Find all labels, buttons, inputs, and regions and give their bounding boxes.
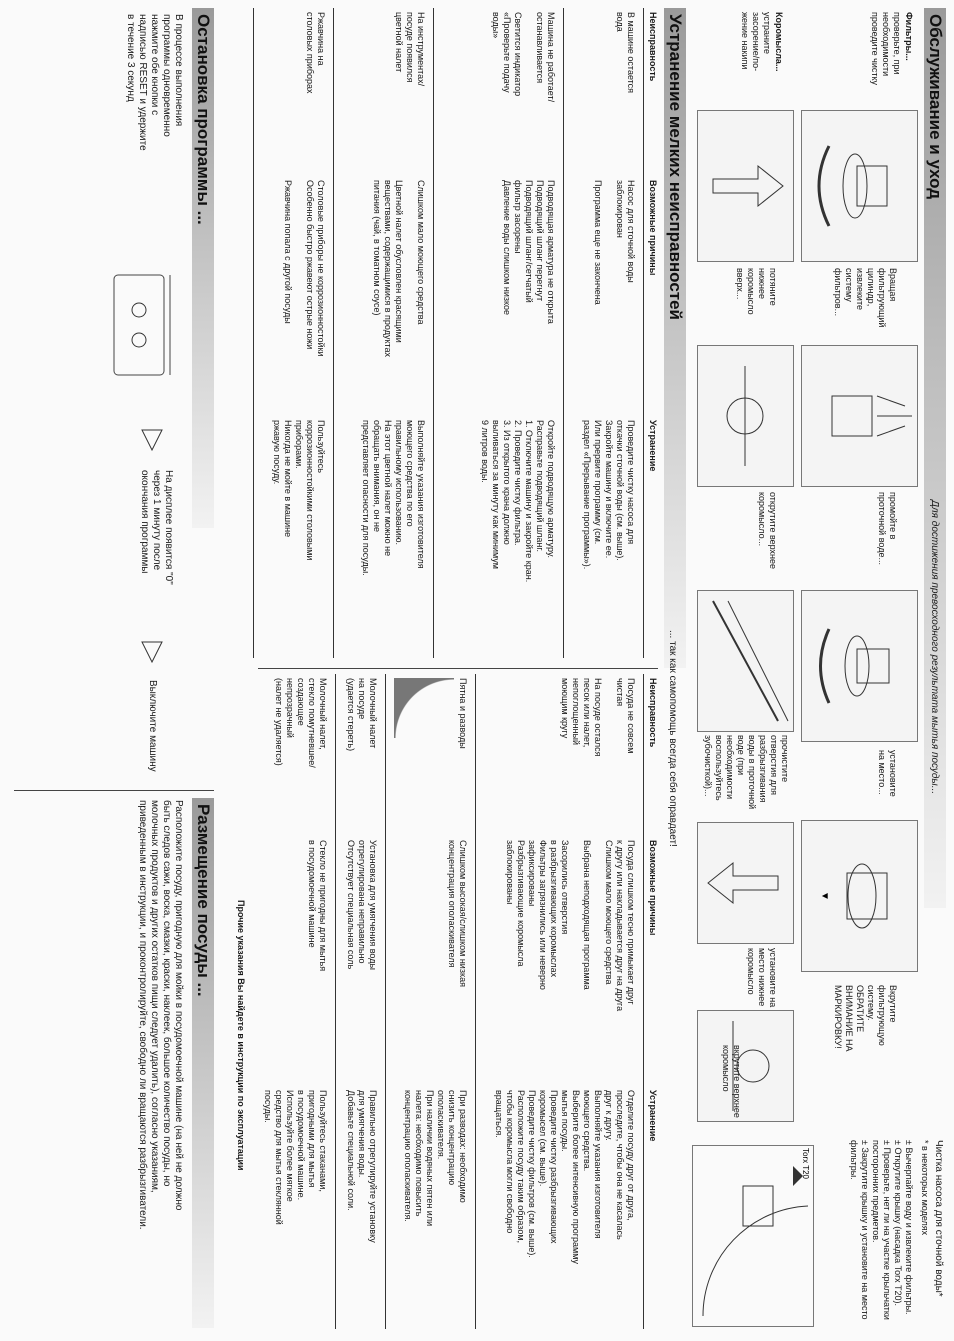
spots-illustration: [394, 678, 454, 738]
right-fix-3: Правильно отрегулируйте установку для умягчения воды. Добавьте специальной соли.: [346, 1090, 378, 1243]
caption-2: промойте в проточной воде...: [877, 492, 898, 565]
pump-title: Чистка насоса для сточной воды*: [933, 1140, 944, 1297]
left-fault-3: На инструментах/ посуде появился цветной налет: [394, 12, 426, 87]
row-rule: [563, 8, 564, 658]
filter-insert-illustration: [801, 590, 918, 742]
col-fix-left: Устранение: [648, 420, 658, 472]
arrow-right-icon: [140, 428, 164, 452]
caption-1: Вращая фильтрующий цилиндр, извлеките систему фильтров...: [833, 268, 898, 328]
stop-finish: Выключите машину: [147, 680, 158, 772]
col-causes-left: Возможные причины: [648, 180, 658, 276]
placement-text: Расположите посуду, пригодную для мойки в посудомоечной машине (на ней не должно быть следов сажи, воска, смазки, краски, наклеек, большое количество посуды, но молочных продуктов и других остатков пищи следует удалить), согласно указаниям, приведенным в инструкции, и проконтролируйте, свободно ли вращаются разбрызгиватели.: [137, 800, 184, 1230]
right-causes-3: Установка для умягчения воды отрегулирована неправильно Отсутствует специальная соль: [346, 840, 378, 970]
caption-5: потяните нижнее коромысло вверх...: [735, 268, 778, 315]
row-rule: [433, 8, 434, 658]
placement-note: Прочие указания Вы найдете в инструкции по эксплуатации: [236, 900, 246, 1171]
left-fault-4: Ржавчина на столовых приборах: [305, 12, 326, 94]
arms-label: Коромысла...: [774, 12, 784, 72]
filter-screw-illustration: [801, 820, 918, 972]
row-rule: [253, 8, 254, 658]
upper-arm-unscrew-illustration: [697, 345, 794, 487]
section-divider: [14, 790, 214, 791]
torx-label: Torx T20: [801, 1148, 810, 1179]
caption-3: установите на место...: [877, 750, 898, 797]
table-divider: [258, 668, 658, 669]
troubleshoot-title: Устранение мелких неисправностей: [666, 14, 685, 321]
maintenance-subtitle: Для достижения превосходного результата мытья посуды...: [929, 500, 940, 795]
caption-8: установите на место нижнее коромысло: [746, 948, 778, 1008]
lower-arm-pull-illustration: [697, 110, 794, 262]
right-causes-4: Стекло не пригодны для мытья в посудомоечной машине: [307, 840, 328, 972]
left-fault-2: Машина не работает/ останавливается Светится индикатор «Проверьте подачу воды»: [491, 12, 556, 103]
upper-arm-refit-illustration: [697, 1010, 794, 1122]
lower-arm-refit-illustration: [697, 822, 794, 944]
right-fault-3: Молочный налет на посуде (удается стереть): [346, 678, 378, 752]
col-causes-right: Возможные причины: [648, 840, 658, 936]
caption-4: Вкрутите фильтрующую систему. ОБРАТИТЕ ВНИМАНИЕ НА МАРКИРОВКУ!: [833, 985, 898, 1052]
header-rule-right: [643, 674, 644, 1329]
left-fix-4: Пользуйтесь коррозионностойкими столовыми приборами. Никогда не мойте в машине ржавую посуду.: [272, 420, 326, 561]
row-rule: [385, 674, 386, 1329]
left-fix-1: Проведите чистку насоса для откачки сточной воды (см. выше). Закройте машину и включите ее. Или прервите программу (см. раздел «Прерывание программы»).: [582, 420, 636, 570]
right-causes-1: Посуда слишком тесно примыкает друг к другу или накладывается друг на друга Слишком мало моющего средства Выбрана неподходящая программа Засорились отверстия в разбрызгивающих коромыслах Фильтры загрязнились или неверно зафиксированы Разбрызгивающие коромысла заблокированы: [505, 840, 636, 1012]
right-fix-4: Пользуйтесь стаканами, пригодными для мытья в посудомоечной машине. Используйте более мягкое средство для мытья стеклянной посуды.: [263, 1090, 328, 1225]
arms-text: устраните засорение/по- жение накипи: [740, 12, 772, 72]
filter-remove-illustration: [801, 110, 918, 262]
filters-label: Фильтры...: [904, 12, 914, 61]
left-fix-3: Выполняйте указания изготовителя моющего средства по его правильному использованию. На этот цветной налет можно не обращать внимания, он не представляет опасности для посуды.: [361, 420, 426, 576]
arrow-right-icon: [140, 640, 164, 664]
maintenance-title: Обслуживание и уход: [926, 14, 945, 200]
right-fault-4: Молочный налет, стекло помутневшее/ создающее непрозрачный (налет не удаляется): [274, 678, 328, 768]
arm-nozzle-clean-illustration: [697, 590, 794, 732]
stop-title-bar: [192, 8, 214, 528]
left-causes-1: Насос для сточной воды заблокирован Программа еще не закончена: [593, 180, 636, 305]
header-rule-left: [643, 8, 644, 658]
stop-title: Остановка программы ...: [194, 14, 213, 225]
pump-illustration: [692, 1145, 814, 1327]
row-rule: [475, 674, 476, 1329]
left-causes-4: Столовые приборы не коррозионностойки Особенно быстро ржавеют острые ножи Ржавчина попала с другой посуды: [283, 180, 326, 357]
right-fault-2: Пятна и разводы: [458, 678, 468, 749]
row-rule: [335, 674, 336, 1329]
svg-text:▼: ▼: [819, 891, 830, 901]
stop-text: В процессе выполнения программы одновременно нажмите обе кнопки с надписью RESET и удержите в течение 3 секунд: [125, 14, 184, 151]
col-fix-right: Устранение: [648, 1090, 658, 1142]
stop-display: На дисплее появится "0" через 1 минуту после окончания программы: [139, 470, 174, 585]
reset-buttons-illustration: [104, 265, 184, 385]
filter-rinse-illustration: [801, 345, 918, 487]
troubleshoot-title-bar: [664, 8, 686, 668]
pump-steps: ± Вычерпайте воду и извлеките фильтры. ± Открутите крышку (насадка Torx T20). ± Проверьте, нет ли на участке крыльчатки посторонних предметов. ± Закрутите крышку и установите на место фильтры.: [849, 1140, 914, 1320]
pump-note: * в некоторых моделях: [920, 1140, 930, 1236]
right-fix-2: При разводах: необходимо снизить концентрацию ополаскивателя. При наличии водяных пятен или налета: необходимо повысить концентрацию ополаскивателя.: [403, 1090, 468, 1227]
left-causes-3: Слишком мало моющего средства Цветной налет обусловлен красящими веществами, содержащимися в продуктах питания (чай, в томатном соусе): [372, 180, 426, 358]
troubleshoot-subtitle: ... так как самопомощь всегда себя оправдает!: [667, 630, 678, 847]
caption-9: вкрутите верхнее коромысло: [721, 1045, 742, 1118]
caption-7: прочистите отверстия для разбрызгивания воды в проточной воде (при необходимости воспользуйтесь зубочисткой)...: [703, 735, 790, 810]
left-fault-1: В машине остается вода: [615, 12, 636, 94]
placement-title: Размещение посуды ...: [194, 804, 213, 997]
col-fault-right: Неисправность: [648, 678, 658, 748]
right-causes-2: Слишком высокая/слишком низкая концентрация ополаскивателя: [447, 840, 468, 987]
caption-6: открутите верхнее коромысло...: [757, 492, 778, 570]
filters-text: проверьте, при необходимости проведите чистку: [870, 12, 902, 86]
placement-title-bar: [192, 798, 214, 1328]
col-fault-left: Неисправность: [648, 12, 658, 82]
left-causes-2: Подводящая арматура не открыта Подводящий шланг перегнут Подводящий шланг/сетчатый фильтр засорены Давление воды слишком низкое: [502, 180, 556, 324]
left-fix-2: Откройте подводящую арматуру. Расправьте подводящий шланг. 1. Отключите машину и закройте кран. 2. Проведите чистку фильтра. 3. Из открытого крана должно выливаться за минуту как минимум 9 литров воды.: [480, 420, 556, 583]
row-rule: [333, 8, 334, 658]
right-fix-1: Отделите посуду друг от друга, проследите, чтобы она не касалась друг к другу. Выполняйте указания изготовителя моющего средства. Выберите более интенсивную программу мытья посуды. Проведите чистку разбрызгивающих коромысел (см. выше). Проведите чистку фильтров (см. выше). Расположите посуду таким образом, чтобы коромысла могли свободно вращаться.: [494, 1090, 636, 1264]
right-fault-1: Посуда не совсем чистая На посуде остался песок или налет, непоглощенный моющим кругу: [560, 678, 636, 757]
